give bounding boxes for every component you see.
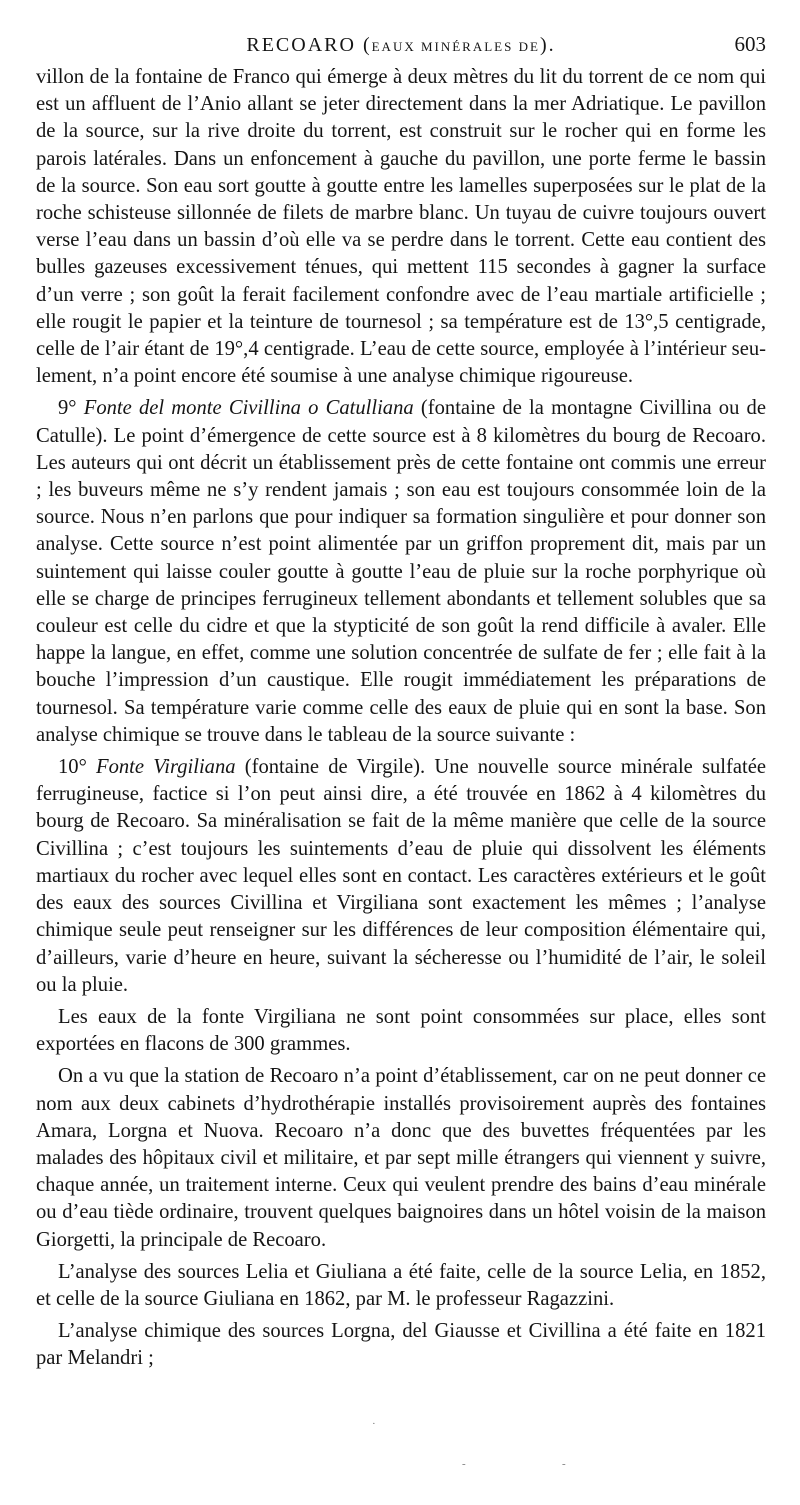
paragraph-text: villon de la fontaine de Franco qui émerge à deux mètres du lit du torrent de ce nom qui est un affluent de l’Anio allant se jeter directement dans la mer Adriatique. Le pavillon de la source, sur la rive droite du torrent, est construit sur le rocher qui en forme les parois latérales. Dans un enfoncement à gauche du pavillon, une porte ferme le bassin de la source. Son eau sort goutte à goutte entre les lamelles superposées sur le plat de la roche schisteuse sillonnée de filets de marbre blanc. Un tuyau de cuivre toujours ouvert verse l’eau dans un bassin d’où elle va se perdre dans le torrent. Cette eau contient des bulles gazeuses excessivement ténues, qui mettent 115 secondes à gagner la surface d’un verre ; son goût la ferait facilement confondre avec de l’eau martiale artificielle ; elle rougit le papier et la teinture de tournesol ; sa température est de 13°,5 centigrade, celle de l’air étant de 19°,4 centigrade. L’eau de cette source, employée à l’intérieur seulement, n’a point encore été soumise à une analyse chimique rigoureuse. [36,66,766,388]
paragraph-establishment [36,1063,766,1253]
scan-speck: - [562,1458,566,1470]
paragraph-source-10 [36,754,766,999]
paragraph-source-9 [36,395,766,749]
running-title-main: RECOARO ( [246,34,372,56]
running-title [36,34,766,57]
scan-speck: · [372,1418,376,1430]
paragraph-analysis-melandri [36,1318,766,1372]
scan-speck: - [462,1458,466,1470]
paragraph-text: L’analyse des sources Lelia et Giuliana a été faite, celle de la source Lelia, en 1852, et celle de la source Giuliana en 1862, par M. le professeur Ragazzini. [36,1260,766,1310]
running-head [36,26,766,64]
paragraph-text: Les eaux de la fonte Virgiliana ne sont point consommées sur place, elles sont exportées en flacons de 300 grammes. [36,1005,766,1056]
page-number: 603 [734,32,766,56]
running-title-end: ). [539,34,556,56]
source-name: Fonte del monte Civillina o Catulliana [83,397,414,420]
paragraph-analysis-lelia-giuliana [36,1259,766,1313]
paragraph-number: 10° [58,756,96,779]
paragraph-text: L’analyse chimique des sources Lorgna, del Giausse et Civillina a été faite en 1821 par Melandri ; [36,1320,766,1370]
paragraph-export [36,1004,766,1058]
body-text [36,64,766,1373]
paragraph-text: On a vu que la station de Recoaro n’a point d’établissement, car on ne peut donner ce nom aux deux cabinets d’hydrothérapie installés provisoirement auprès des fontaines Amara, Lorgna et Nuova. Recoaro n’a donc que des buvettes fréquentées par les malades des hôpitaux civil et militaire, et par sept mille étrangers qui viennent y suivre, chaque année, un traitement interne. Ceux qui veulent prendre des bains d’eau minérale ou d’eau tiède ordinaire, trouvent quelques baignoires dans un hôtel voisin de la maison Giorgetti, la principale de Recoaro. [36,1065,766,1251]
source-name: Fonte Virgiliana [96,756,236,779]
paragraph-text: (fontaine de la montagne Civillina ou de Catulle). Le point d’émergence de cette source est à 8 kilomètres du bourg de Recoaro. Les auteurs qui ont décrit un établissement près de cette fontaine ont commis une erreur ; les buveurs même ne s’y rendent jamais ; son eau est toujours consommée loin de la source. Nous n’en parlons que pour indiquer sa formation singulière et pour donner son analyse. Cette source n’est point alimentée par un griffon proprement dit, mais par un suintement qui laisse couler goutte à goutte l’eau de pluie sur la roche porphyrique où elle se charge de principes ferrugineux tellement abondants et tellement solubles que sa couleur est celle du cidre et que la stypticité de son goût la rend difficile à avaler. Elle happe la langue, en effet, comme une solution concentrée de sulfate de fer ; elle fait à la bouche l’impression d’un caustique. Elle rougit immédiatement les préparations de tournesol. Sa température varie comme celle des eaux de pluie qui en sont la base. Son analyse chimique se trouve dans le tableau de la source suivante : [36,397,766,746]
paragraph-continuation [36,64,766,390]
scan-specks [0,1418,800,1478]
paragraph-number: 9° [58,397,84,420]
running-title-small-caps: EAUX MINÉRALES DE [371,39,540,54]
paragraph-text: (fontaine de Virgile). Une nouvelle source minérale sulfatée ferrugineuse, factice si l’on peut ainsi dire, a été trouvée en 1862 à 4 kilomètres du bourg de Recoaro. Sa minéralisation se fait de la même manière que celle de la source Civillina ; c’est toujours les suintements d’eau de pluie qui dissolvent les éléments martiaux du rocher avec lequel elles sont en contact. Les caractères extérieurs et le goût des eaux des sources Civillina et Virgiliana sont exactement les mêmes ; l’analyse chimique seule peut renseigner sur les différences de leur composition élémentaire qui, d’ailleurs, varie d’heure en heure, suivant la sécheresse ou l’humidité de l’air, le soleil ou la pluie. [36,756,767,996]
